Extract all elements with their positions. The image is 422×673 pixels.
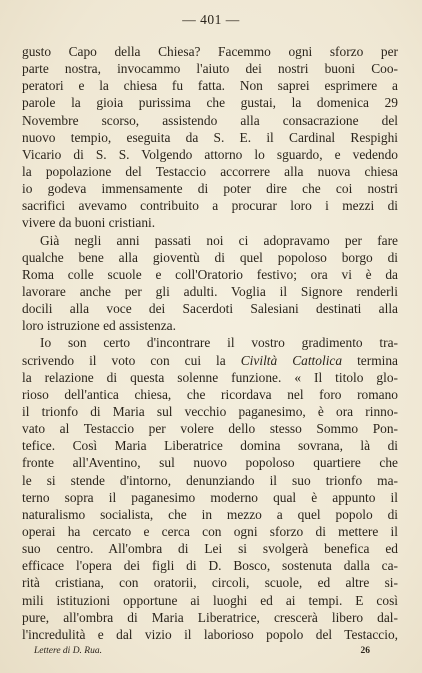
footer-source: Lettere di D. Rua. bbox=[34, 646, 102, 656]
text-line: la relazione di questa solenne funzione. « Il titolo glo- bbox=[22, 369, 398, 385]
page-number: — 401 — bbox=[182, 12, 240, 27]
text-line: mili istituzioni opportune ai luoghi ed ai tempi. E così bbox=[22, 592, 398, 608]
text-line: io godeva immensamente di poter dire che coi nostri bbox=[22, 181, 398, 197]
text-line: Novembre scorso, assistendo alla consacrazione del bbox=[22, 112, 398, 128]
text-line: peratori e la chiesa fu fatta. Non saprei esprimere a bbox=[22, 78, 398, 94]
text-line: sacrifici avevamo contribuito a procurar loro i mezzi di bbox=[22, 198, 398, 214]
text-line-mixed bbox=[22, 352, 398, 369]
text-line: l'incredulità e dal vizio il laborioso popolo del Testaccio, bbox=[22, 626, 398, 642]
footer-signature-mark: 26 bbox=[360, 646, 370, 656]
text-line: le si stende d'intorno, denunziando il suo trionfo ma- bbox=[22, 472, 398, 488]
text-line: il trionfo di Maria sul vecchio paganesimo, è ora rinno- bbox=[22, 403, 398, 419]
text-line: pure, all'ombra di Maria Liberatrice, crescerà libero dal- bbox=[22, 609, 398, 625]
text-line: naturalismo socialista, che in mezzo a quel popolo di bbox=[22, 506, 398, 522]
text-line: gusto Capo della Chiesa? Facemmo ogni sforzo per bbox=[22, 44, 398, 59]
text-line: terno sopra il paganesimo moderno qual è appunto il bbox=[22, 489, 398, 505]
text-line: qualche bene alla gioventù di quel popoloso borgo di bbox=[22, 249, 398, 265]
text-line: vato al Testaccio per volere dello stesso Sommo Pon- bbox=[22, 421, 398, 437]
text-line: parte nostra, invocammo l'aiuto dei nostri buoni Coo- bbox=[22, 61, 398, 77]
text-line: vivere da buoni cristiani. bbox=[22, 215, 156, 231]
page-footer bbox=[34, 646, 370, 656]
text-line: fronte all'Aventino, sul nuovo popoloso quartiere che bbox=[22, 455, 398, 471]
text-line: efficace l'opera dei figli di D. Bosco, sostenuta dalla ca- bbox=[22, 558, 398, 574]
text-line: rioso dell'antica chiesa, che ricordava nel foro romano bbox=[22, 386, 398, 402]
text-line: Vicario di S. S. Volgendo attorno lo sguardo, e vedendo bbox=[22, 146, 398, 162]
text-line: nuovo tempio, eseguita da S. E. il Cardinal Respighi bbox=[22, 129, 398, 145]
text-line: lavorare anche per gli adulti. Voglia il Signore renderli bbox=[22, 283, 398, 299]
journal-title: Civiltà Cattolica bbox=[240, 352, 343, 368]
text-segment: scrivendo il voto con cui la bbox=[22, 352, 226, 368]
text-line: suo centro. All'ombra di Lei si svolgerà benefica ed bbox=[22, 541, 398, 557]
text-line: parole la gioia purissima che gustai, la domenica 29 bbox=[22, 95, 398, 111]
text-line: Roma colle scuole e coll'Oratorio festivo; ora vi è da bbox=[22, 266, 398, 282]
text-line: Già negli anni passati noi ci adopravamo per fare bbox=[40, 232, 398, 248]
text-segment: termina bbox=[357, 352, 398, 368]
text-line: la popolazione del Testaccio accorrere alla nuova chiesa bbox=[22, 163, 398, 179]
text-line: tefice. Così Maria Liberatrice domina sovrana, là di bbox=[22, 438, 398, 454]
text-line: operai ha cercato e cerca con ogni sforzo di mettere il bbox=[22, 523, 398, 539]
text-line: docili alla voce dei Sacerdoti Salesiani destinati alla bbox=[22, 301, 398, 317]
body-text bbox=[22, 43, 398, 643]
text-line: rità cristiana, con oratorii, circoli, scuole, ed altre si- bbox=[22, 575, 398, 591]
text-line: Io son certo d'incontrare il vostro gradimento tra- bbox=[40, 335, 398, 351]
text-line: loro istruzione ed assistenza. bbox=[22, 318, 176, 334]
